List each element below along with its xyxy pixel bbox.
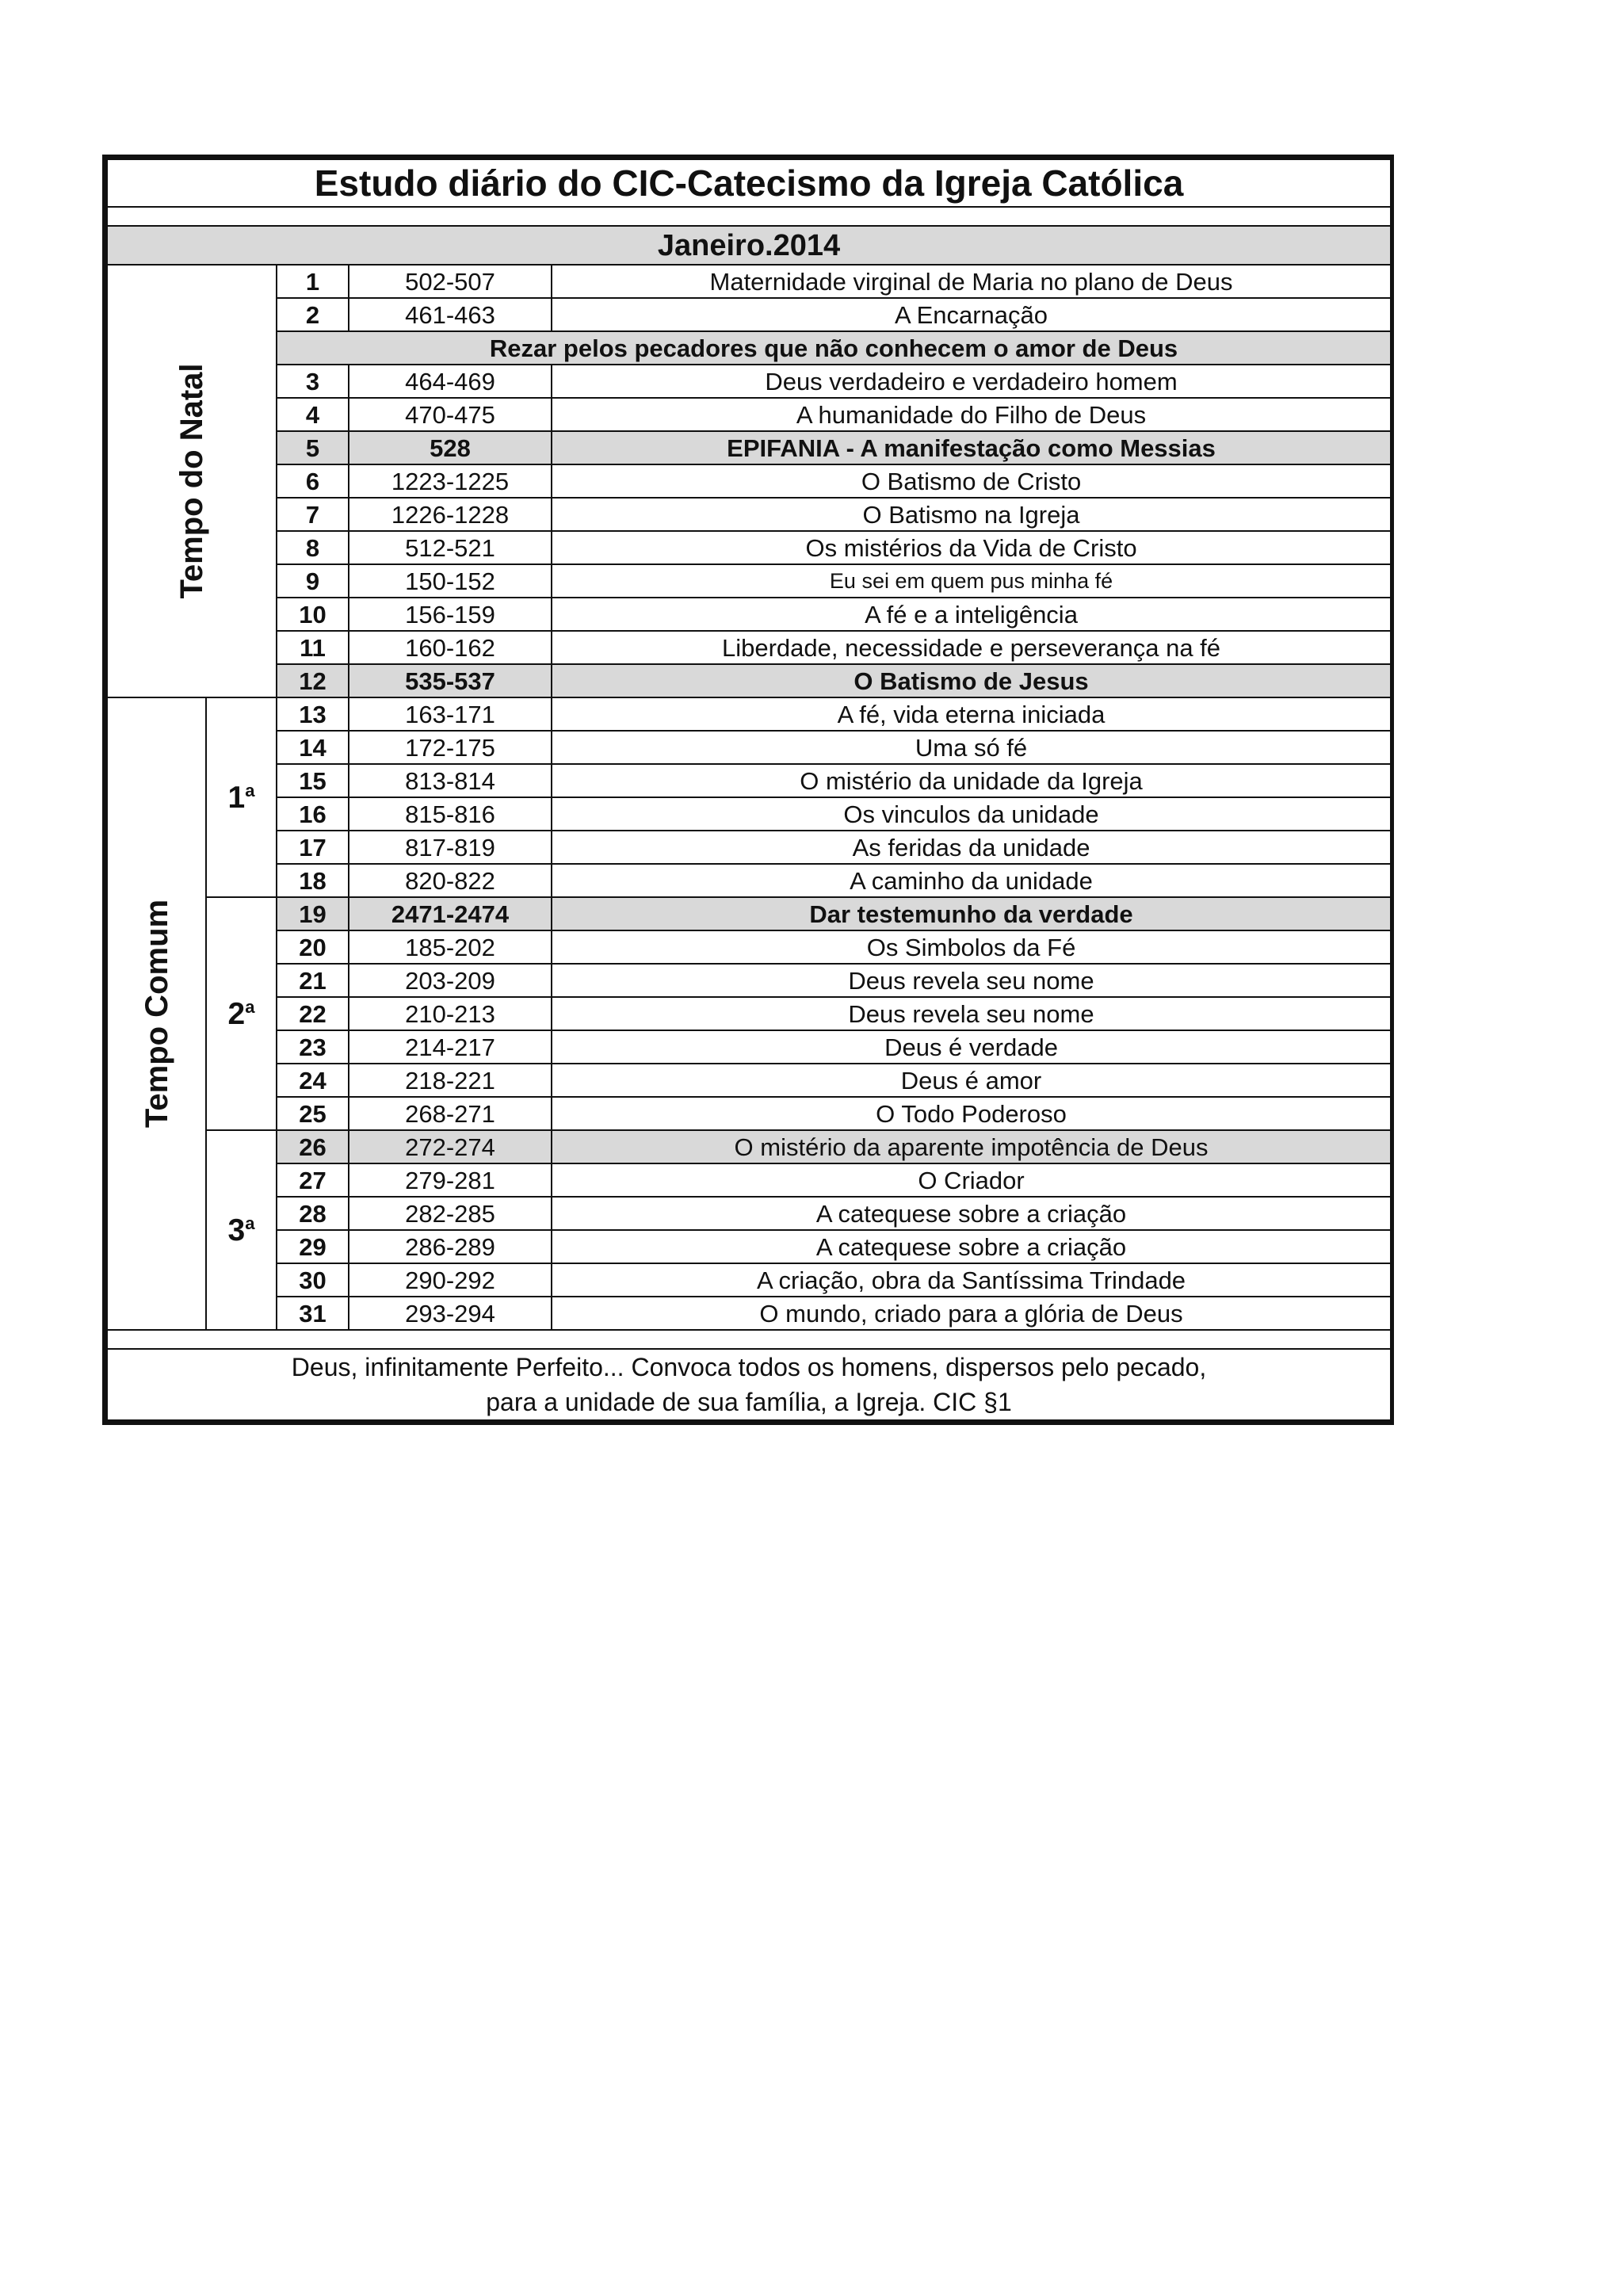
day-cell: 6 xyxy=(277,464,349,498)
day-cell: 21 xyxy=(277,964,349,997)
table-row xyxy=(107,298,1391,331)
table-row xyxy=(107,731,1391,764)
footer-line-2: para a unidade de sua família, a Igreja. CIC §1 xyxy=(486,1388,1012,1416)
table-row xyxy=(107,797,1391,831)
week-label-2: 2$^a$ xyxy=(206,897,277,1130)
table-row xyxy=(107,664,1391,697)
prayer-band: Rezar pelos pecadores que não conhecem o amor de Deus xyxy=(277,331,1391,365)
page-title: Estudo diário do CIC-Catecismo da Igreja Católica xyxy=(107,159,1391,207)
table-row xyxy=(107,1263,1391,1297)
season-label-comum: Tempo Comum xyxy=(107,697,206,1330)
day-cell: 23 xyxy=(277,1030,349,1064)
table-row xyxy=(107,398,1391,431)
topic-cell: A humanidade do Filho de Deus xyxy=(552,398,1391,431)
topic-cell: O mundo, criado para a glória de Deus xyxy=(552,1297,1391,1330)
spacer-row xyxy=(107,1330,1391,1349)
topic-cell: Deus é amor xyxy=(552,1064,1391,1097)
day-cell: 5 xyxy=(277,431,349,464)
day-cell: 9 xyxy=(277,564,349,598)
ref-cell: 172-175 xyxy=(349,731,552,764)
topic-cell: O Todo Poderoso xyxy=(552,1097,1391,1130)
day-cell: 19 xyxy=(277,897,349,930)
topic-cell: A criação, obra da Santíssima Trindade xyxy=(552,1263,1391,1297)
day-cell: 28 xyxy=(277,1197,349,1230)
topic-cell: O Batismo na Igreja xyxy=(552,498,1391,531)
ref-cell: 272-274 xyxy=(349,1130,552,1163)
table-row xyxy=(107,697,1391,731)
day-cell: 17 xyxy=(277,831,349,864)
ref-cell: 470-475 xyxy=(349,398,552,431)
week-label-1: 1$^a$ xyxy=(206,697,277,897)
topic-cell: As feridas da unidade xyxy=(552,831,1391,864)
table-row xyxy=(107,598,1391,631)
table-row xyxy=(107,1097,1391,1130)
day-cell: 10 xyxy=(277,598,349,631)
day-cell: 15 xyxy=(277,764,349,797)
day-cell: 24 xyxy=(277,1064,349,1097)
topic-cell: Deus verdadeiro e verdadeiro homem xyxy=(552,365,1391,398)
day-cell: 7 xyxy=(277,498,349,531)
footer-line-1: Deus, infinitamente Perfeito... Convoca todos os homens, dispersos pelo pecado, xyxy=(291,1353,1207,1381)
topic-cell: Deus revela seu nome xyxy=(552,997,1391,1030)
ref-cell: 203-209 xyxy=(349,964,552,997)
table-row xyxy=(107,831,1391,864)
topic-cell: Maternidade virginal de Maria no plano de Deus xyxy=(552,265,1391,298)
ref-cell: 464-469 xyxy=(349,365,552,398)
topic-cell: Os mistérios da Vida de Cristo xyxy=(552,531,1391,564)
table-row xyxy=(107,897,1391,930)
topic-cell: O Criador xyxy=(552,1163,1391,1197)
day-cell: 22 xyxy=(277,997,349,1030)
table-row xyxy=(107,1197,1391,1230)
calendar-sheet xyxy=(102,155,1394,1425)
ref-cell: 502-507 xyxy=(349,265,552,298)
topic-cell: A catequese sobre a criação xyxy=(552,1230,1391,1263)
study-table xyxy=(106,159,1392,1421)
day-cell: 11 xyxy=(277,631,349,664)
footer-quote xyxy=(107,1349,1391,1420)
table-row xyxy=(107,1297,1391,1330)
table-row xyxy=(107,1163,1391,1197)
day-cell: 27 xyxy=(277,1163,349,1197)
day-cell: 14 xyxy=(277,731,349,764)
day-cell: 16 xyxy=(277,797,349,831)
ref-cell: 156-159 xyxy=(349,598,552,631)
topic-cell: A Encarnação xyxy=(552,298,1391,331)
ref-cell: 286-289 xyxy=(349,1230,552,1263)
ref-cell: 279-281 xyxy=(349,1163,552,1197)
ref-cell: 293-294 xyxy=(349,1297,552,1330)
day-cell: 31 xyxy=(277,1297,349,1330)
ref-cell: 185-202 xyxy=(349,930,552,964)
ref-cell: 815-816 xyxy=(349,797,552,831)
table-row xyxy=(107,864,1391,897)
ref-cell: 535-537 xyxy=(349,664,552,697)
topic-cell: Os vinculos da unidade xyxy=(552,797,1391,831)
day-cell: 25 xyxy=(277,1097,349,1130)
topic-cell: EPIFANIA - A manifestação como Messias xyxy=(552,431,1391,464)
table-row xyxy=(107,365,1391,398)
spacer-row xyxy=(107,207,1391,226)
ref-cell: 214-217 xyxy=(349,1030,552,1064)
ref-cell: 163-171 xyxy=(349,697,552,731)
table-row xyxy=(107,265,1391,298)
topic-cell: A caminho da unidade xyxy=(552,864,1391,897)
day-cell: 26 xyxy=(277,1130,349,1163)
week-label-3: 3$^a$ xyxy=(206,1130,277,1330)
day-cell: 8 xyxy=(277,531,349,564)
day-cell: 1 xyxy=(277,265,349,298)
topic-cell: A catequese sobre a criação xyxy=(552,1197,1391,1230)
day-cell: 29 xyxy=(277,1230,349,1263)
ref-cell: 268-271 xyxy=(349,1097,552,1130)
ref-cell: 1226-1228 xyxy=(349,498,552,531)
day-cell: 18 xyxy=(277,864,349,897)
month-header: Janeiro.2014 xyxy=(107,226,1391,265)
ref-cell: 461-463 xyxy=(349,298,552,331)
ref-cell: 528 xyxy=(349,431,552,464)
table-row xyxy=(107,1064,1391,1097)
topic-cell: Deus revela seu nome xyxy=(552,964,1391,997)
ref-cell: 210-213 xyxy=(349,997,552,1030)
topic-cell: Dar testemunho da verdade xyxy=(552,897,1391,930)
table-row xyxy=(107,464,1391,498)
day-cell: 13 xyxy=(277,697,349,731)
table-row xyxy=(107,498,1391,531)
ref-cell: 282-285 xyxy=(349,1197,552,1230)
ref-cell: 290-292 xyxy=(349,1263,552,1297)
table-row xyxy=(107,431,1391,464)
topic-cell: Deus é verdade xyxy=(552,1030,1391,1064)
day-cell: 4 xyxy=(277,398,349,431)
topic-cell: O mistério da aparente impotência de Deus xyxy=(552,1130,1391,1163)
topic-cell: A fé e a inteligência xyxy=(552,598,1391,631)
day-cell: 30 xyxy=(277,1263,349,1297)
table-row xyxy=(107,631,1391,664)
table-row xyxy=(107,964,1391,997)
ref-cell: 817-819 xyxy=(349,831,552,864)
day-cell: 12 xyxy=(277,664,349,697)
ref-cell: 1223-1225 xyxy=(349,464,552,498)
table-row xyxy=(107,531,1391,564)
season-label-natal: Tempo do Natal xyxy=(107,265,277,697)
topic-cell: O Batismo de Jesus xyxy=(552,664,1391,697)
ref-cell: 160-162 xyxy=(349,631,552,664)
topic-cell: Uma só fé xyxy=(552,731,1391,764)
prayer-band-row xyxy=(107,331,1391,365)
table-row xyxy=(107,997,1391,1030)
day-cell: 3 xyxy=(277,365,349,398)
table-row xyxy=(107,764,1391,797)
topic-cell: Liberdade, necessidade e perseverança na fé xyxy=(552,631,1391,664)
ref-cell: 813-814 xyxy=(349,764,552,797)
topic-cell: O Batismo de Cristo xyxy=(552,464,1391,498)
ref-cell: 150-152 xyxy=(349,564,552,598)
table-row xyxy=(107,564,1391,598)
day-cell: 20 xyxy=(277,930,349,964)
day-cell: 2 xyxy=(277,298,349,331)
table-row xyxy=(107,930,1391,964)
ref-cell: 2471-2474 xyxy=(349,897,552,930)
table-row xyxy=(107,1030,1391,1064)
topic-cell: Eu sei em quem pus minha fé xyxy=(552,564,1391,598)
ref-cell: 512-521 xyxy=(349,531,552,564)
ref-cell: 218-221 xyxy=(349,1064,552,1097)
topic-cell: O mistério da unidade da Igreja xyxy=(552,764,1391,797)
table-row xyxy=(107,1230,1391,1263)
topic-cell: Os Simbolos da Fé xyxy=(552,930,1391,964)
topic-cell: A fé, vida eterna iniciada xyxy=(552,697,1391,731)
ref-cell: 820-822 xyxy=(349,864,552,897)
table-row xyxy=(107,1130,1391,1163)
